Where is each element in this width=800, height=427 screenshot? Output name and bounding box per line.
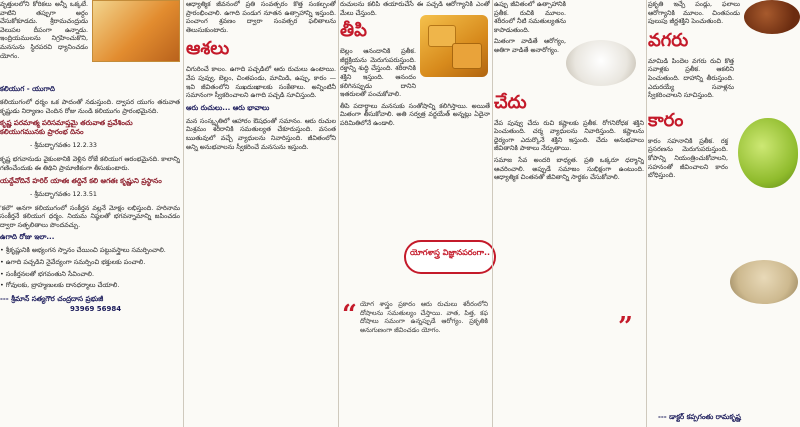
bullet-item: • శ్రీకృష్ణునికి అభ్యంగన స్నానం చేయించి పట్టువస్త్రాలు సమర్పించాలి. bbox=[0, 246, 166, 255]
bullet-item: • సంకీర్తనలతో భగవంతుని సేవించాలి. bbox=[0, 269, 94, 278]
paragraph: రుచులను కలిపి తయారుచేసే ఈ పచ్చడి ఆరోగ్యానికి ఎంతో మేలు చేస్తుంది. bbox=[340, 0, 490, 17]
paragraph: బెల్లం ఆనందానికి ప్రతీక. జీర్ణక్రియను మెరుగుపరుస్తుంది. రక్తాన్ని శుద్ధి చేస్తుంది. శరీరానికి శక్తిని ఇస్తుంది. ఆనందం కలిగినప్పుడు దానిని ఇతరులతో పంచుకోవాలి. bbox=[340, 47, 416, 99]
quote-close-icon: ” bbox=[618, 312, 633, 342]
paragraph: కలియుగంలో ధర్మం ఒక పాదంతో నడుస్తుంది. ద్వాపర యుగం తరువాత కృష్ణుడు నిర్యాణం చెందిన రోజు నుండి కలియుగం ప్రారంభమైనది. bbox=[0, 98, 180, 115]
speech-bubble: యోగశాస్త్ర విజ్ఞానపరంగా.. bbox=[404, 240, 496, 274]
paragraph: కారం సహనానికి ప్రతీక. రక్త ప్రసరణను మెరుగుపరుస్తుంది. కోపాన్ని నియంత్రించుకోవాలని, సహనంతో జీవించాలని కారం బోధిస్తుంది. bbox=[648, 136, 728, 180]
column-3 bbox=[340, 0, 490, 427]
paragraph: మితంగా వాడితే ఆరోగ్యం, అతిగా వాడితే అనారోగ్యం. bbox=[494, 37, 566, 54]
highlight-quote: కృష్ణ పరమాత్మ పరిసమాప్తమై తరువాత ప్రవేశించు కలియుగమునకు ప్రారంభ దినం bbox=[0, 119, 133, 137]
section-heading: ఉగాది రోజు ఇలా... bbox=[0, 233, 55, 242]
paragraph: సమాజ సేవ అందరి బాధ్యత. ప్రతి ఒక్కరూ ధర్మాన్ని ఆచరించాలి. అప్పుడే సమాజం సుభిక్షంగా ఉంటుంది. ఆధ్యాత్మిక చింతనతో జీవితాన్ని సార్థకం చేసుకోవాలి. bbox=[494, 155, 644, 182]
paragraph: ఆధ్యాత్మిక జీవనంలో ప్రతి సంవత్సరం కొత్త సంకల్పంతో ప్రారంభించాలి. ఉగాది పండుగ నూతన ఉత్సాహాన్ని ఇస్తుంది. పంచాంగ శ్రవణం ద్వారా సంవత్సర ఫలితాలను తెలుసుకుంటారు. bbox=[186, 0, 336, 34]
heading-kaaram: కారం bbox=[648, 109, 684, 131]
heading-aashalu: ఆశలు bbox=[186, 38, 230, 60]
section-heading: ఆరు రుచులు... ఆరు భావాలు bbox=[186, 103, 270, 112]
column-2 bbox=[186, 0, 336, 427]
column-1 bbox=[0, 0, 180, 427]
phone-number: 93969 56984 bbox=[70, 304, 122, 313]
salt-photo bbox=[566, 40, 636, 86]
reference: - శ్రీమద్భాగవతం 12.2.33 bbox=[30, 141, 97, 150]
heading-vagaru: వగరు bbox=[648, 29, 689, 51]
paragraph: మన సంస్కృతిలో ఆహారం ఔషధంతో సమానం. ఆరు రుచుల మిశ్రమం శరీరానికి సమతుల్యత చేకూరుస్తుంది. వసంత ఋతువులో వచ్చే వ్యాధులను నివారిస్తుంది. జీవితంలోని అన్ని అనుభవాలను స్వీకరించే మనసును ఇస్తుంది. bbox=[186, 116, 336, 151]
highlight-quote: యద్దేవోదినే హరిర్ యాతః తద్దినే కలి ఆగతః కృష్ణుని ప్రస్థానం bbox=[0, 176, 162, 185]
column-divider bbox=[492, 0, 493, 427]
tamarind-photo bbox=[744, 0, 800, 34]
intro-text: వృత్తులలోని కోరికలు అన్నీ ఒక్కటే. వాటిని తప్పుగా అర్ధం చేసుకోకూడదు. శ్రీరామచంద్రుడు వెలుపల దీపంగా ఉన్నాడు. ఇంద్రియములను నిగ్రహించుకొని, మనసును స్థిరపరచి ధ్యానించడం యోగం. bbox=[0, 0, 88, 60]
mango-photo bbox=[738, 118, 798, 188]
quote-open-icon: “ bbox=[342, 300, 357, 330]
quote-text: యోగ శాస్త్రం ప్రకారం ఆరు రుచులు శరీరంలోని దోషాలను సమతుల్యం చేస్తాయి. వాత, పిత్త, కఫ దోషాలు సమంగా ఉన్నప్పుడే ఆరోగ్యం. ప్రకృతికి అనుగుణంగా జీవించడం యోగం. bbox=[360, 300, 488, 334]
paragraph: చిగురించే కాలం. ఉగాది పచ్చడిలో ఆరు రుచులు ఉంటాయి. వేప పువ్వు, బెల్లం, చింతపండు, మామిడి, ఉప్పు, కారం — ఇవి జీవితంలోని సుఖదుఃఖాలకు సంకేతాలు. అన్నింటినీ సమానంగా స్వీకరించాలని ఉగాది పచ్చడి సూచిస్తుంది. bbox=[186, 65, 336, 100]
author-signature: --- శ్రీమాన్ సత్యగౌర చంద్రదాస ప్రభుజీ bbox=[0, 293, 104, 303]
chili-powder-photo bbox=[730, 260, 798, 304]
paragraph: 'కలౌ' అనగా కలియుగంలో సంకీర్తన వల్లనే మోక్షం లభిస్తుంది. హరినామ సంకీర్తనే కలియుగ ధర్మం. నియమ నిష్ఠలతో భగవన్నామాన్ని జపించడం ద్వారా సత్ఫలితాలు పొందవచ్చు. bbox=[0, 203, 180, 229]
deity-photo bbox=[92, 0, 180, 62]
bullet-item: • ఉగాది పచ్చడిని నైవేద్యంగా సమర్పించి భక్తులకు పంచాలి. bbox=[0, 257, 146, 266]
heading-chedu: చేదు bbox=[494, 91, 527, 113]
column-5 bbox=[648, 0, 800, 427]
paragraph: ఉప్పు జీవితంలో ఉత్సాహానికి ప్రతీక. రుచికి మూలం. శరీరంలో నీటి సమతుల్యతను కాపాడుతుంది. bbox=[494, 0, 566, 34]
column-4 bbox=[494, 0, 644, 427]
jaggery-photo bbox=[420, 15, 488, 77]
paragraph: వేప పువ్వు చేదు రుచి కష్టాలకు ప్రతీక. రోగనిరోధక శక్తిని పెంచుతుంది. చర్మ వ్యాధులను నివారిస్తుంది. కష్టాలను ధైర్యంగా ఎదుర్కొనే శక్తిని ఇస్తుంది. చేదు అనుభవాలు జీవితానికి పాఠాలు నేర్పుతాయి. bbox=[494, 118, 644, 153]
reference: - శ్రీమద్భాగవతం 12.3.51 bbox=[30, 189, 97, 198]
section-heading: కలియుగ - యుగాది bbox=[0, 85, 55, 94]
bullet-item: • గోవులకు, బ్రాహ్మణులకు దానధర్మాలు చేయాలి. bbox=[0, 281, 120, 290]
column-divider bbox=[338, 0, 339, 427]
paragraph: మామిడి పిందెల వగరు రుచి కొత్త సవాళ్లకు ప్రతీక. ఆకలిని పెంచుతుంది. దాహాన్ని తీరుస్తుంది. ఎదురయ్యే సవాళ్లను స్వీకరించాలని సూచిస్తుంది. bbox=[648, 56, 734, 100]
paragraph: కృష్ణ భగవానుడు వైకుంఠానికి వెళ్లిన రోజే కలియుగ ఆరంభమైనది. కాలాన్ని గణించేందుకు ఈ తిథిని ప్రామాణికంగా తీసుకుంటారు. bbox=[0, 155, 180, 172]
column-divider bbox=[646, 0, 647, 427]
paragraph: తీపి పదార్థాలు మనసుకు సంతోషాన్ని కలిగిస్తాయి. అయితే మితంగా తీసుకోవాలి. అతి సర్వత్ర వర్జయేత్ అన్నట్లు ఏదైనా పరిమితిలోనే ఉండాలి. bbox=[340, 101, 490, 127]
column-divider bbox=[183, 0, 184, 427]
author-signature: --- డాక్టర్ కప్పగంతు రామకృష్ణ bbox=[658, 412, 741, 421]
heading-teepi: తీపి bbox=[340, 20, 367, 42]
paragraph: ప్రకృతి ఇచ్చే పండ్లు, ఫలాలు ఆరోగ్యానికి మూలం. చింతపండు పులుపు జీర్ణశక్తిని పెంచుతుంది. bbox=[648, 0, 740, 26]
